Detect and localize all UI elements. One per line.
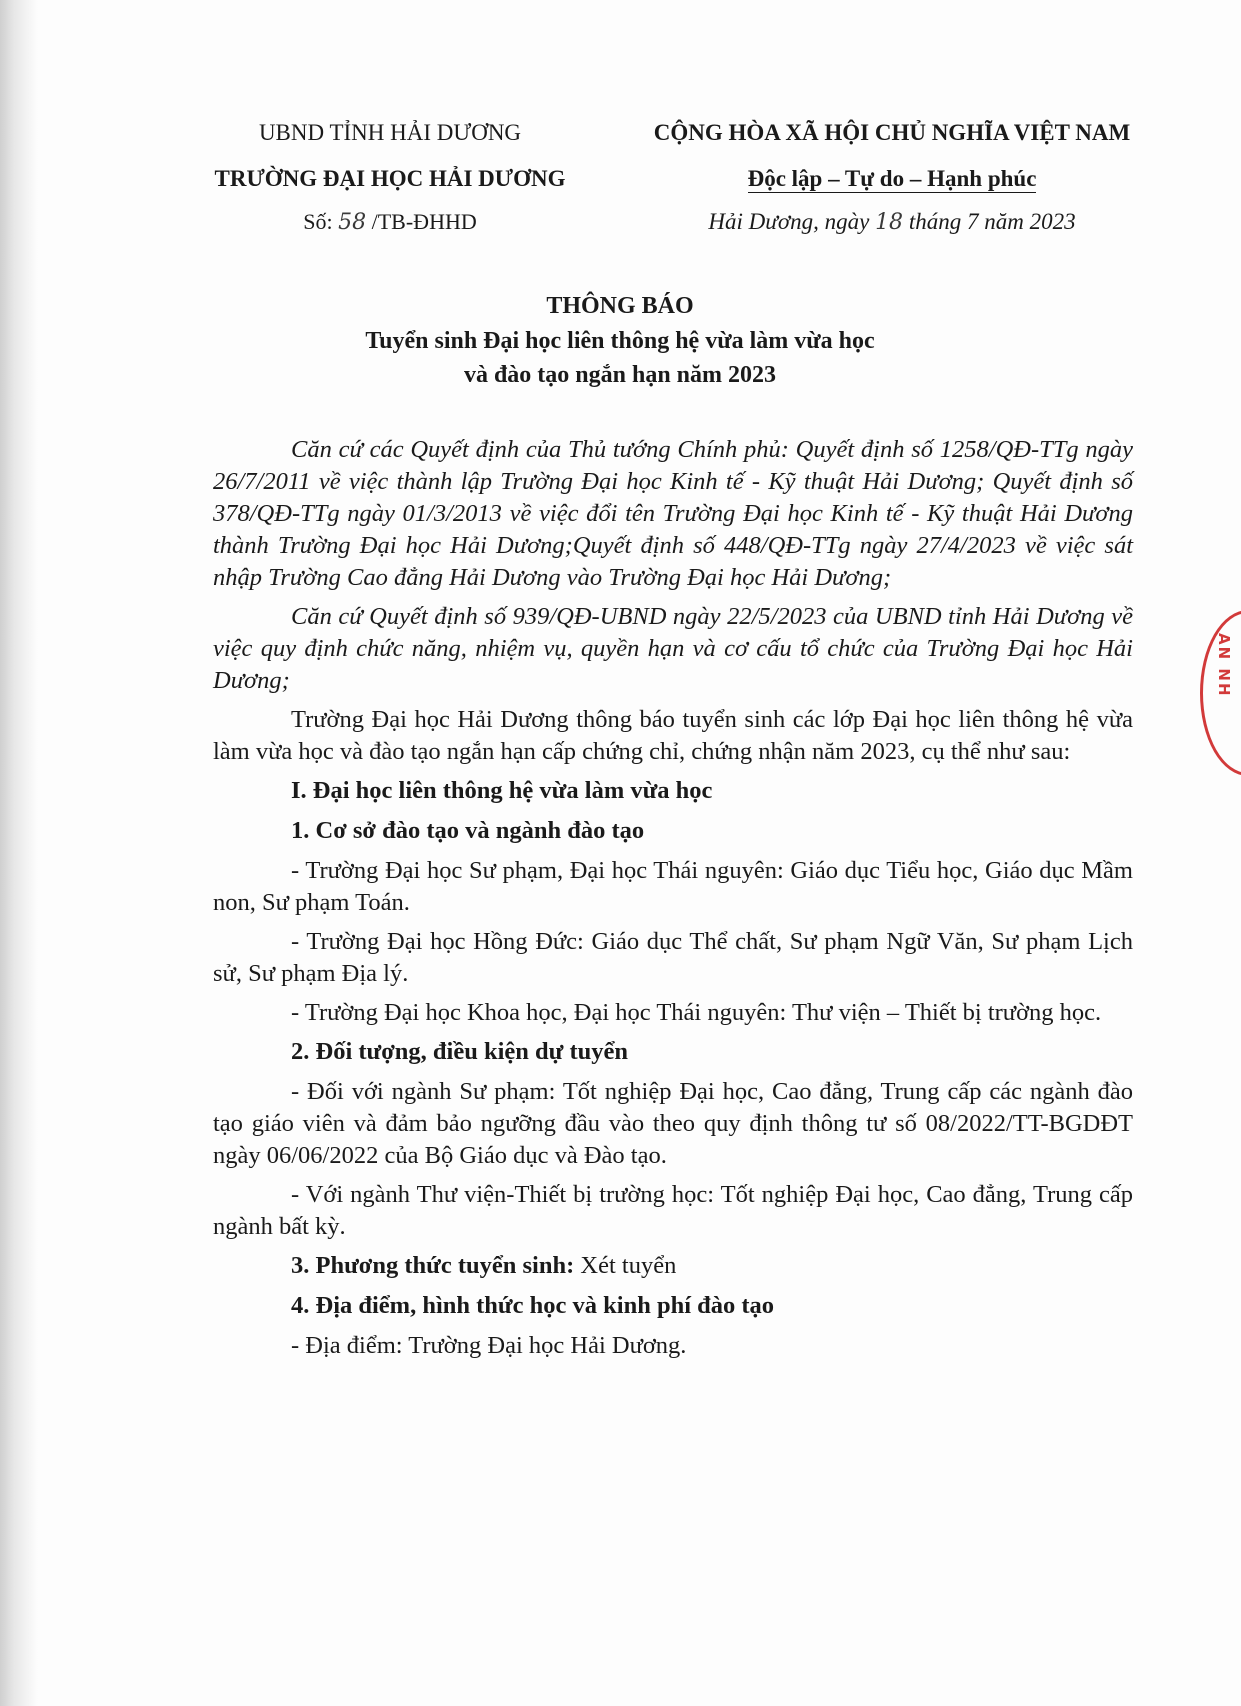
document-number-handwritten: 58 [338,210,367,235]
institution-item-2: - Trường Đại học Hồng Đức: Giáo dục Thể chất, Sư phạm Ngữ Văn, Sư phạm Lịch sử, Sư phạm Địa lý. [213,928,1133,987]
legal-basis-2: Căn cứ Quyết định số 939/QĐ-UBND ngày 22/5/2023 của UBND tỉnh Hải Dương về việc quy định chức năng, nhiệm vụ, quyền hạn và cơ cấu tổ chức của Trường Đại học Hải Dương; [213,603,1133,694]
notice-title: THÔNG BÁO [546,293,694,319]
section-heading-1: 1. Cơ sở đào tạo và ngành đào tạo [291,817,645,844]
document-number [190,202,590,243]
location-item: - Địa điểm: Trường Đại học Hải Dương. [291,1332,687,1359]
national-motto-block [622,110,1162,243]
country-name: CỘNG HÒA XÃ HỘI CHỦ NGHĨA VIỆT NAM [653,120,1131,145]
page-shadow-edge [0,0,38,1706]
notice-body [213,434,1133,1369]
issue-date-suffix: tháng 7 năm 2023 [908,209,1076,234]
issue-date-prefix: Hải Dương, ngày [708,209,870,234]
legal-basis-1: Căn cứ các Quyết định của Thủ tướng Chính phủ: Quyết định số 1258/QĐ-TTg ngày 26/7/2011 về việc thành lập Trường Đại học Kinh tế - Kỹ thuật Hải Dương; Quyết định số 378/QĐ-TTg ngày 01/3/2013 về việc đổi tên Trường Đại học Kinh tế - Kỹ thuật Hải Dương thành Trường Đại học Hải Dương;Quyết định số 448/QĐ-TTg ngày 27/4/2023 về việc sát nhập Trường Cao đẳng Hải Dương vào Trường Đại học Hải Dương; [213,436,1133,591]
document-number-suffix: /TB-ĐHHD [371,209,477,234]
institution-item-1: - Trường Đại học Sư phạm, Đại học Thái nguyên: Giáo dục Tiểu học, Giáo dục Mầm non, Sư phạm Toán. [213,857,1133,916]
issuer-authority: UBND TỈNH HẢI DƯƠNG [258,120,522,145]
issuer-name: TRƯỜNG ĐẠI HỌC HẢI DƯƠNG [214,166,566,191]
intro-paragraph: Trường Đại học Hải Dương thông báo tuyển sinh các lớp Đại học liên thông hệ vừa làm vừa học và đào tạo ngắn hạn cấp chứng chỉ, chứng nhận năm 2023, cụ thể như sau: [213,706,1133,765]
eligibility-item-1: - Đối với ngành Sư phạm: Tốt nghiệp Đại học, Cao đẳng, Trung cấp các ngành đào tạo giáo viên và đảm bảo ngưỡng đầu vào theo quy định thông tư số 08/2022/TT-BGDĐT ngày 06/06/2022 của Bộ Giáo dục và Đào tạo. [213,1078,1133,1169]
admission-method: Xét tuyển [580,1252,677,1279]
stamp-text: AN NH [1215,633,1233,698]
red-seal-stamp [1200,610,1241,776]
eligibility-item-2: - Với ngành Thư viện-Thiết bị trường học: Tốt nghiệp Đại học, Cao đẳng, Trung cấp ngành bất kỳ. [213,1181,1133,1240]
section-heading-3-label: 3. Phương thức tuyển sinh: [291,1252,575,1279]
notice-subtitle-2: và đào tạo ngắn hạn năm 2023 [463,362,777,388]
issue-date [622,202,1162,243]
notice-subtitle-1: Tuyển sinh Đại học liên thông hệ vừa làm vừa học [365,328,875,354]
section-heading-I: I. Đại học liên thông hệ vừa làm vừa học [291,777,713,804]
issue-date-day-handwritten: 18 [875,210,904,235]
document-number-prefix: Số: [303,209,333,234]
issuer-block [190,110,590,243]
section-heading-4: 4. Địa điểm, hình thức học và kinh phí đào tạo [291,1292,775,1319]
section-heading-2: 2. Đối tượng, điều kiện dự tuyển [291,1038,629,1065]
notice-title-block [190,288,1050,392]
institution-item-3: - Trường Đại học Khoa học, Đại học Thái nguyên: Thư viện – Thiết bị trường học. [291,999,1102,1026]
national-motto: Độc lập – Tự do – Hạnh phúc [747,166,1037,191]
section-heading-3 [213,1250,1133,1282]
